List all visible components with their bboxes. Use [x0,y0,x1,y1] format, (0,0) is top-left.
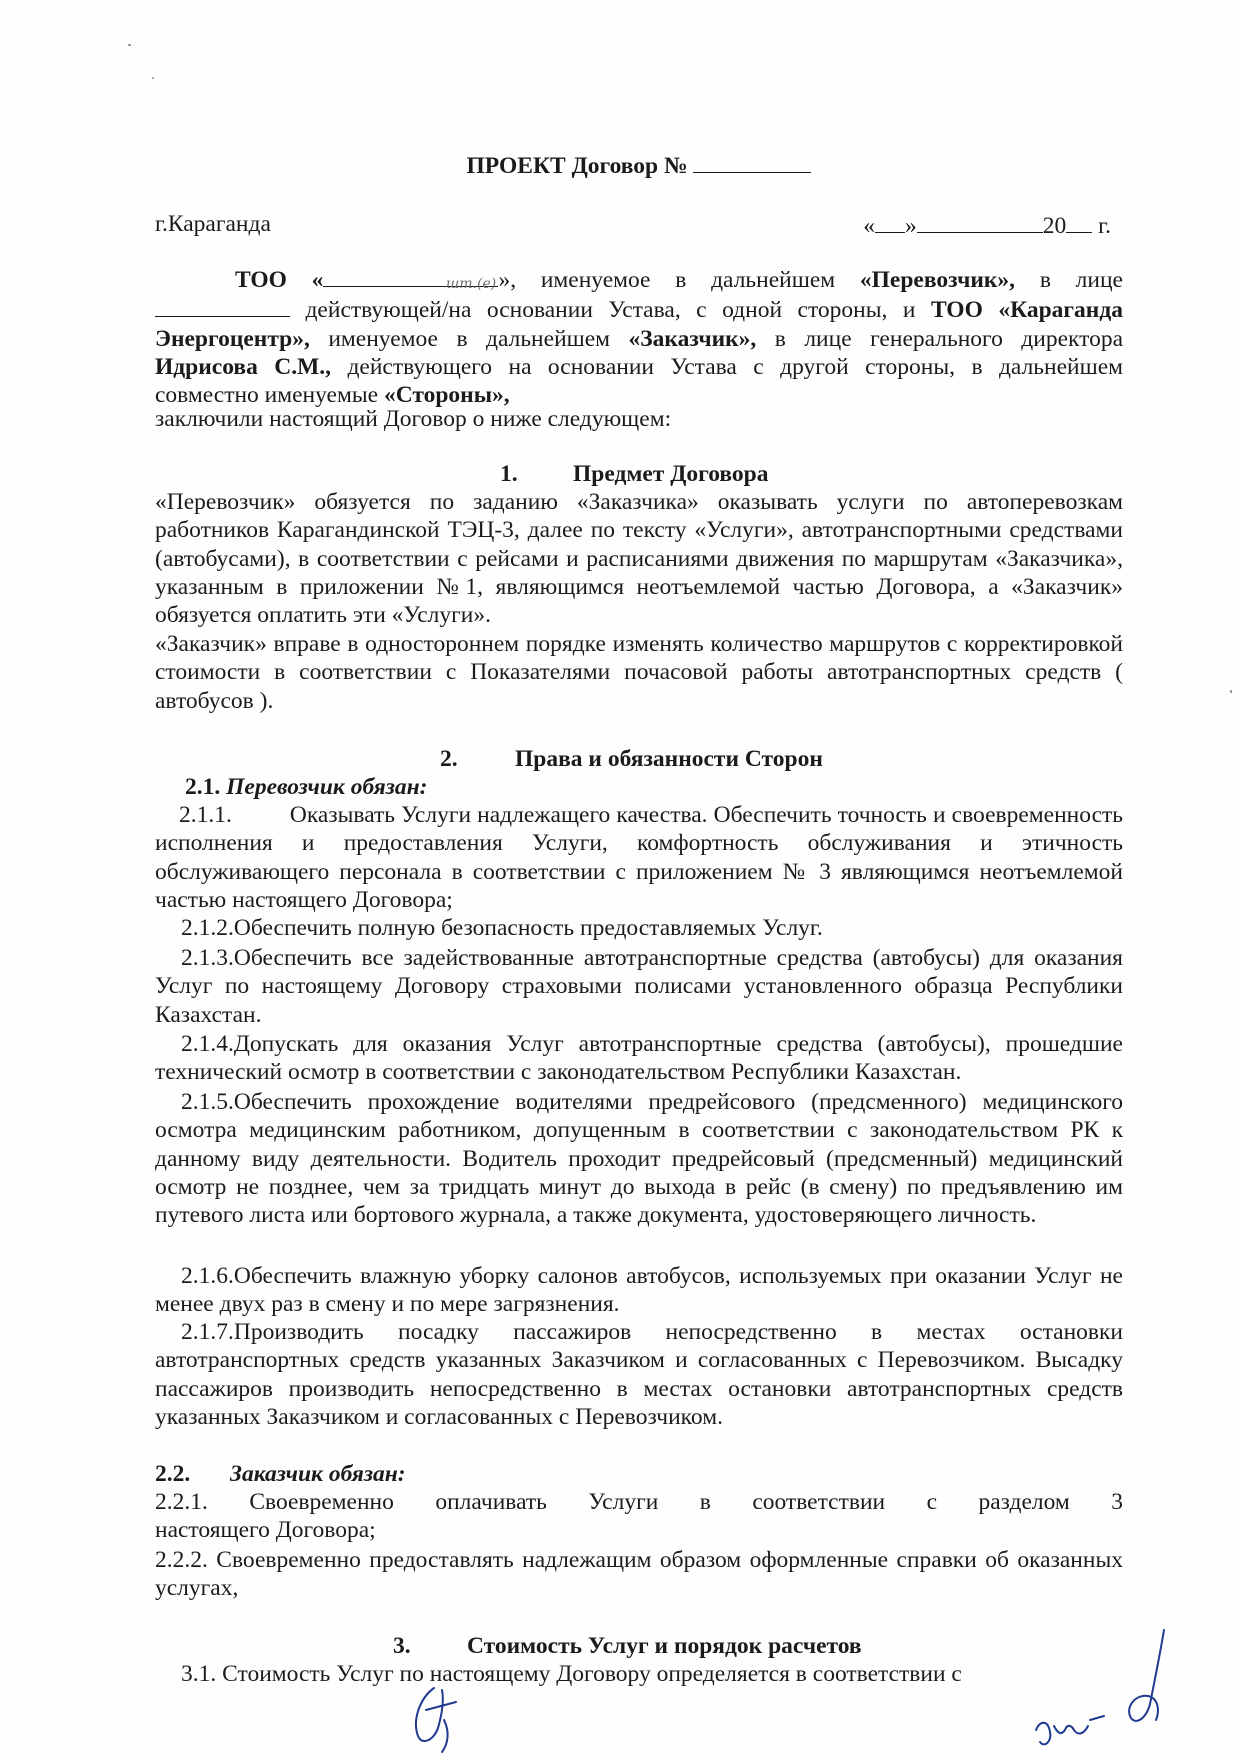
item-2-2-1-word: 3 [1111,1489,1123,1515]
section-2-title: Права и обязанности Сторон [515,746,823,772]
subsection-2-2-heading [155,1460,1123,1488]
item-2-1-2: 2.1.2.Обеспечить полную безопасность предоставляемых Услуг. [181,915,823,941]
title-text: ПРОЕКТ Договор № [466,153,688,179]
year-blank [1066,210,1092,233]
handwritten-note: шт.(е) [446,276,497,292]
preamble-text-2: в лице [1015,267,1123,293]
handwritten-mark-margin [1120,1624,1180,1734]
city-date-line [155,210,1123,238]
item-2-2-1-word: с [926,1489,937,1515]
item-2-1-7: 2.1.7.Производить посадку пассажиров непосредственно в местах остановки автотранспортных средств указанных Заказчиком и согласованных с Перевозчиком. Высадку пассажиров производить непосредственно в местах остановки автотранспортных средств указанных Заказчиком и согласованных с Перевозчиком. [155,1319,1123,1430]
subsection-2-1-heading [155,773,1123,801]
date-quote-close: » [905,213,917,239]
preamble-text-1: », именуемое в дальнейшем [498,267,860,293]
date-quote-open: « [863,213,875,239]
item-3-1: 3.1. Стоимость Услуг по настоящему Договору определяется в соответствии с [181,1661,962,1687]
signature-initials-right [1030,1690,1120,1754]
subsection-2-2-number: 2.2. [155,1461,191,1487]
preamble [155,264,1123,409]
city: г.Караганда [155,211,271,237]
item-2-2-1-continued: настоящего Договора; [155,1517,376,1543]
section-1-paragraph-1: «Перевозчик» обязуется по заданию «Заказчика» оказывать услуги по автоперевозкам работников Карагандинской ТЭЦ-3, далее по тексту «Услуги», автотранспортными средствами (автобусами), в соответствии с рейсами и расписаниями движения по маршрутам «Заказчика», указанным в приложении №1, являющимся неотъемлемой частью Договора, а «Заказчик» обязуется оплатить эти «Услуги». [155,489,1123,629]
item-2-1-5: 2.1.5.Обеспечить прохождение водителями предрейсового (предсменного) медицинского осмотра медицинским работником, допущенным в соответствии с законодательством РК к данному виду деятельности. Водитель проходит предрейсовый (предсменный) медицинский осмотр не позднее, чем за тридцать минут до выхода в рейс (в смену) по предъявлению им путевого листа или бортового журнала, а также документа, удостоверяющего личность. [155,1089,1123,1229]
item-2-1-1 [155,801,1123,914]
preamble-customer: «Заказчик», [628,325,757,352]
preamble-text-5: в лице генерального директора [756,325,1124,352]
item-2-2-1-word: оплачивать [435,1489,547,1515]
scan-speck [152,77,154,79]
section-1-number: 1. [500,461,518,487]
scan-speck [128,44,131,46]
item-2-1-4: 2.1.4.Допускать для оказания Услуг автотранспортные средства (автобусы), прошедшие технический осмотр в соответствии с законодательством Республики Казахстан. [155,1031,1123,1086]
scan-speck [1230,690,1232,693]
section-3-number: 3. [393,1633,411,1659]
item-2-2-1-word: в [699,1489,711,1515]
signature-initials-left [404,1680,484,1754]
preamble-closing: заключили настоящий Договор о ниже следующем: [155,406,672,432]
item-2-2-1-word: Своевременно [249,1489,394,1515]
preamble-customer-org: ТОО «Караганда Энергоцентр», [155,297,1123,352]
item-2-2-1 [155,1488,1123,1516]
subsection-2-2-title: Заказчик обязан: [230,1461,406,1487]
date-suffix: г. [1098,213,1111,239]
item-2-1-6: 2.1.6.Обеспечить влажную уборку салонов автобусов, используемых при оказании Услуг не менее двух раз в смену и по мере загрязнения. [155,1263,1123,1318]
preamble-director: Идрисова С.М., [155,353,332,380]
preamble-org-prefix: ТОО « [235,267,324,293]
subsection-2-1-number: 2.1. [185,774,221,800]
section-3-title: Стоимость Услуг и порядок расчетов [467,1633,862,1659]
contract-number-blank [693,150,811,173]
section-1-paragraph-2: «Заказчик» вправе в одностороннем порядке изменять количество маршрутов с корректировкой стоимости в соответствии с Показателями почасовой работы автотранспортных средств ( автобусов ). [155,631,1123,714]
date-year: 20 [1042,213,1067,239]
item-2-1-1-number: 2.1.1. [179,802,232,828]
day-blank [875,210,905,233]
item-2-2-1-word: соответствии [752,1489,886,1515]
representative-blank [155,294,290,317]
preamble-text-3: действующей/на основании Устава, с одной стороны, и [290,297,931,324]
item-2-2-1-word: разделом [978,1489,1070,1515]
preamble-text-6: действующего на основании Устава с другой стороны, в дальнейшем совместно именуемые [155,353,1123,409]
item-2-2-1-number: 2.2.1. [155,1489,208,1515]
preamble-parties: «Стороны», [383,382,510,409]
preamble-text-4: именуемое в дальнейшем [309,325,629,352]
section-2-number: 2. [440,746,458,772]
preamble-carrier: «Перевозчик», [859,267,1016,293]
item-2-1-1-text: Оказывать Услуги надлежащего качества. Обеспечить точность и своевременность исполнения и предоставления Услуги, комфортность обслуживания и этичность обслуживающего персонала в соответствии с приложением № 3 являющимся неотъемлемой частью настоящего Договора; [155,802,1123,913]
item-2-2-2: 2.2.2. Своевременно предоставлять надлежащим образом оформленные справки об оказанных услугах, [155,1547,1123,1602]
contract-title [155,150,1123,180]
month-blank [917,210,1043,233]
item-2-1-3: 2.1.3.Обеспечить все задействованные автотранспортные средства (автобусы) для оказания Услуг по настоящему Договору страховыми полисами установленного образца Республики Казахстан. [155,945,1123,1028]
item-2-2-1-word: Услуги [588,1489,659,1515]
date-blank [863,210,1111,240]
subsection-2-1-title: Перевозчик обязан: [226,774,428,800]
section-1-title: Предмет Договора [573,461,769,487]
